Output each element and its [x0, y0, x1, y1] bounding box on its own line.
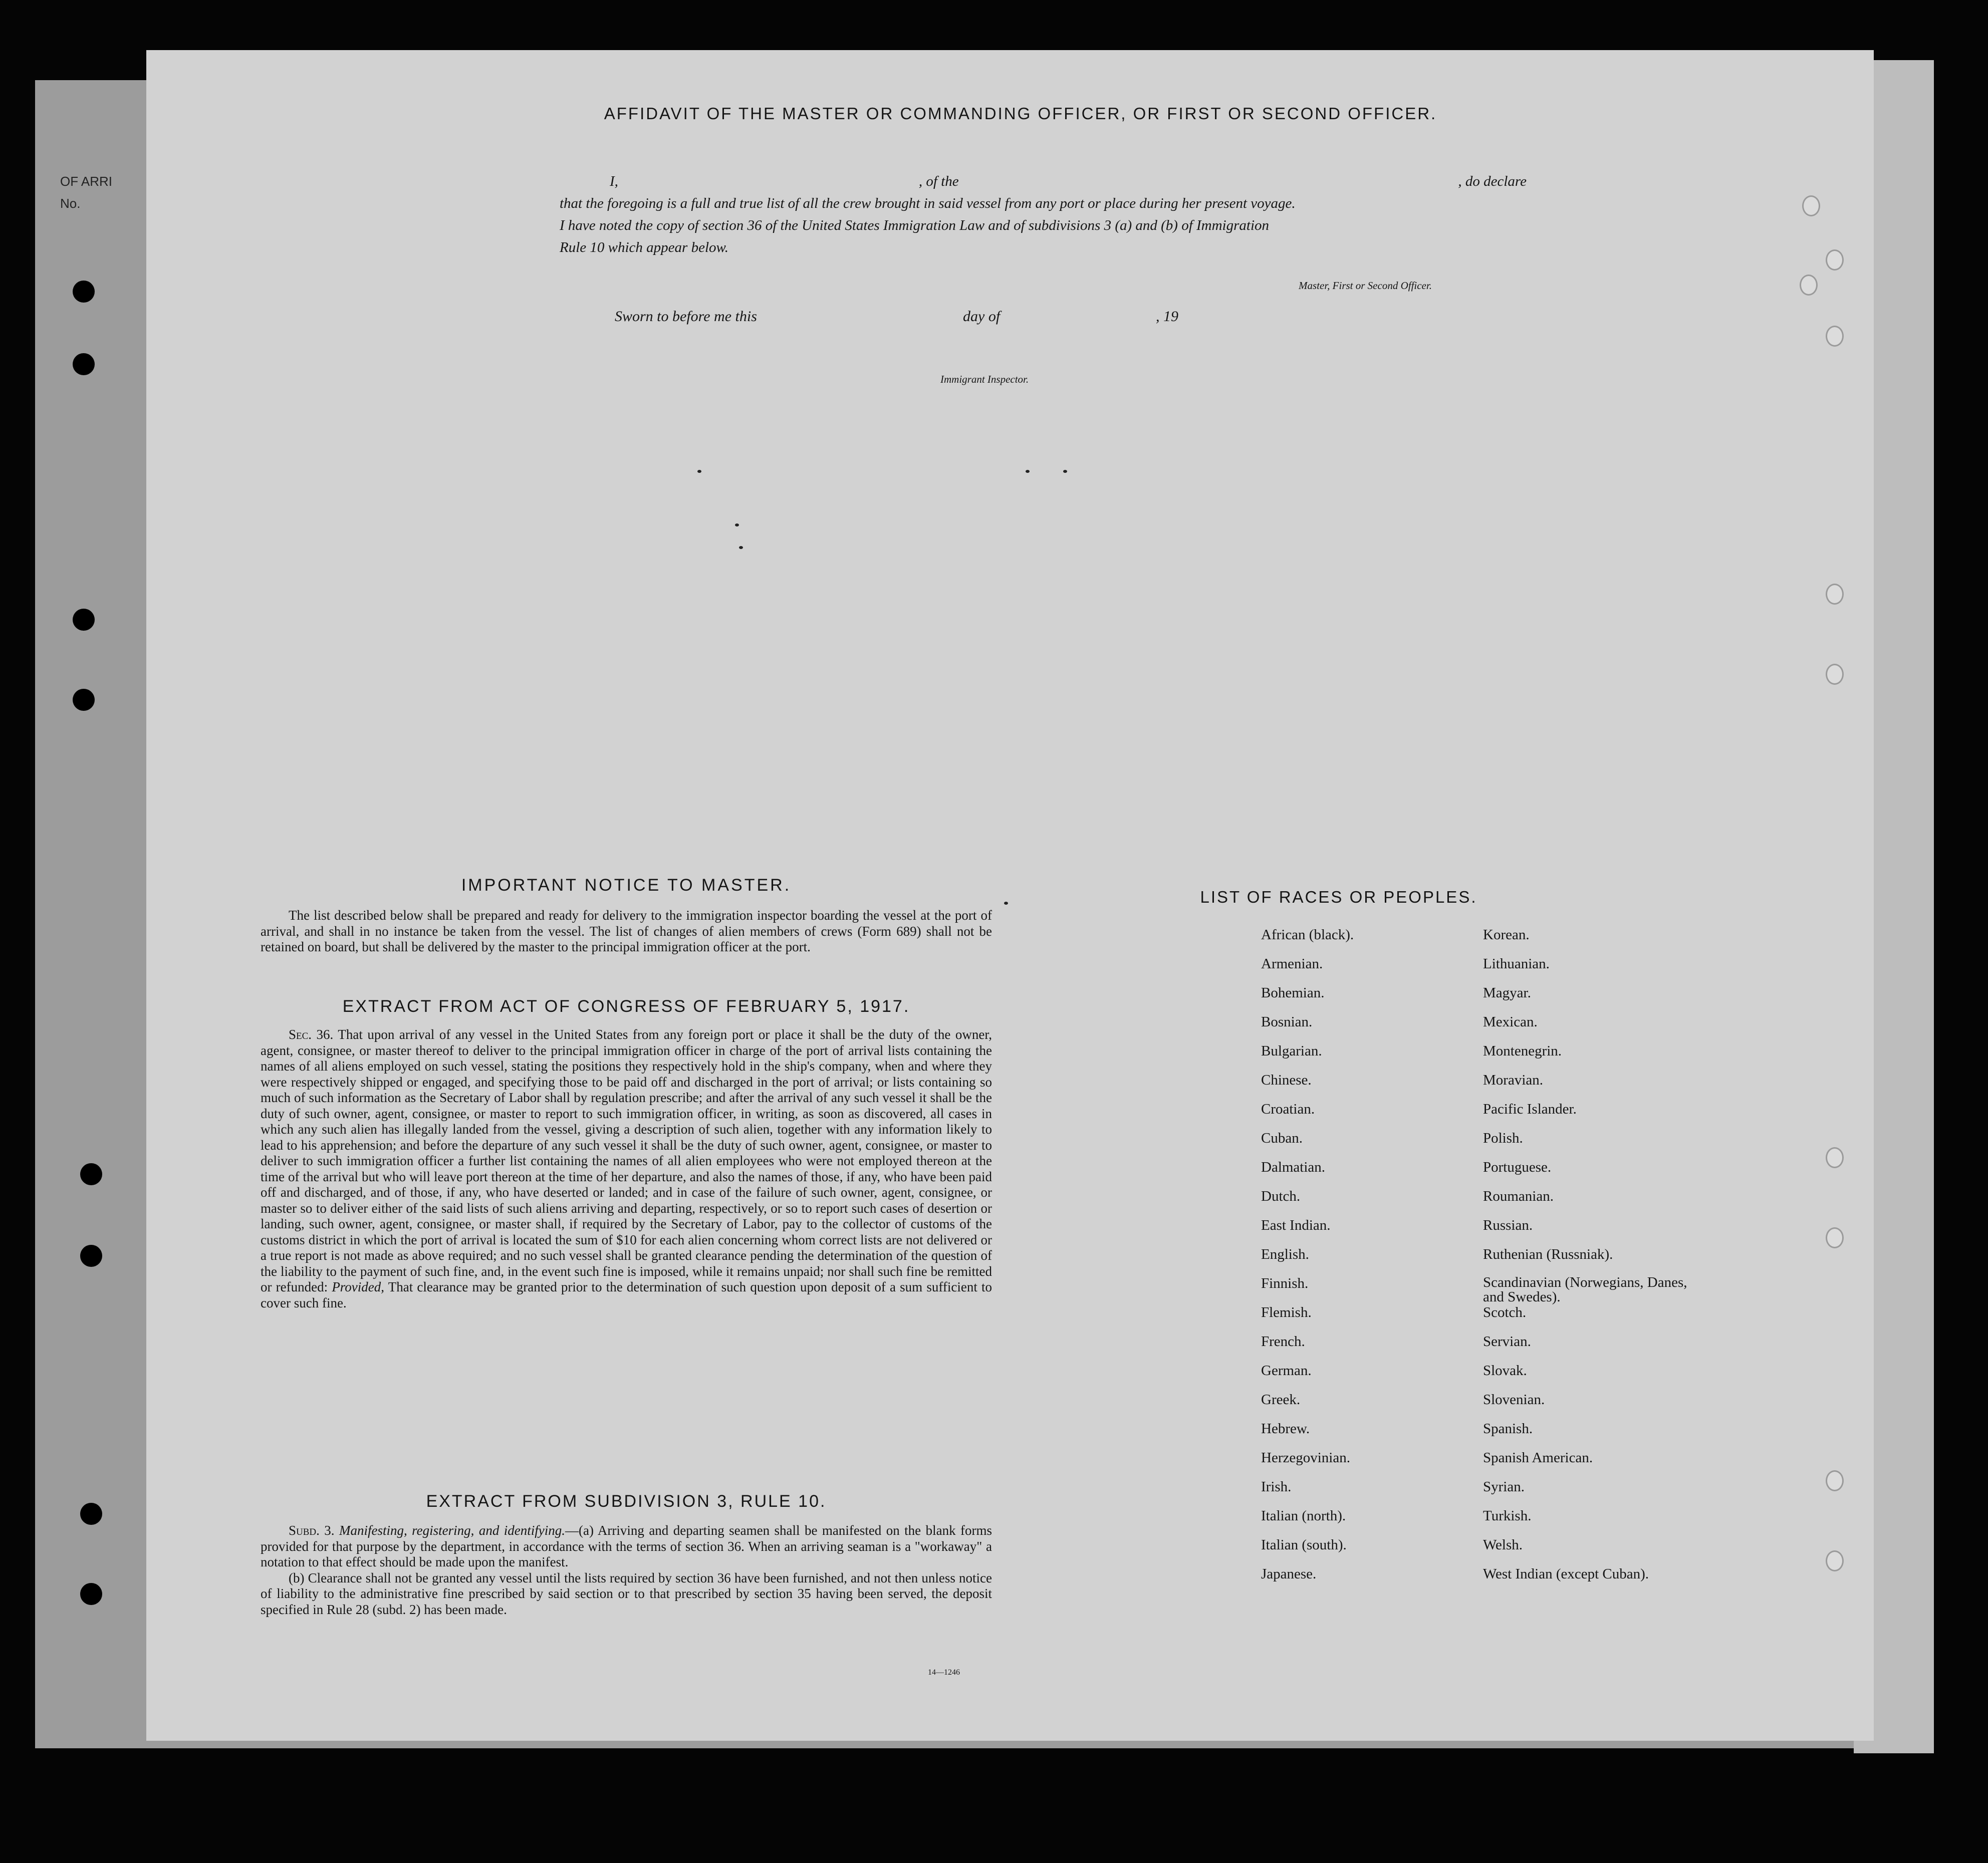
race-item: Japanese.	[1261, 1566, 1317, 1582]
race-item: Finnish.	[1261, 1275, 1309, 1291]
race-item: Dalmatian.	[1261, 1159, 1326, 1175]
binder-hole	[73, 353, 95, 375]
race-item: Slovak.	[1483, 1363, 1527, 1379]
binder-hole	[73, 609, 95, 631]
races-column-2	[1483, 927, 1693, 1595]
decl-line: I have noted the copy of section 36 of the United States Immigration Law and of subdivisions 3 (a) and (b) of Immigration	[560, 217, 1270, 233]
race-item: Korean.	[1483, 927, 1530, 943]
punch-ring	[1826, 1227, 1844, 1248]
race-item: Mexican.	[1483, 1014, 1538, 1030]
race-item: Pacific Islander.	[1483, 1101, 1577, 1117]
binder-hole	[80, 1163, 102, 1185]
race-item: Cuban.	[1261, 1130, 1303, 1146]
decl-of-the: , of the	[918, 173, 959, 189]
act-extract-text	[261, 1027, 992, 1311]
act-extract-title: EXTRACT FROM ACT OF CONGRESS OF FEBRUARY 5, 1917.	[342, 997, 910, 1016]
rule-extract-title: EXTRACT FROM SUBDIVISION 3, RULE 10.	[426, 1492, 827, 1511]
notice-paragraph: The list described below shall be prepared and ready for delivery to the immigration inspector boarding the vessel at the port of arrival, and shall in no instance be taken from the vessel. The list of changes of alien members of crews (Form 689) shall not be retained on board, but shall be delivered by the master to the principal immigration officer at the port.	[261, 908, 992, 954]
decl-line: Rule 10 which appear below.	[560, 239, 728, 255]
race-item: Ruthenian (Russniak).	[1483, 1246, 1613, 1262]
races-column-1	[1261, 927, 1354, 1595]
race-item: Italian (south).	[1261, 1537, 1347, 1553]
race-item: Syrian.	[1483, 1479, 1525, 1495]
race-item: Spanish.	[1483, 1421, 1533, 1437]
race-item: Armenian.	[1261, 956, 1323, 972]
rule-extract-text	[261, 1523, 992, 1618]
race-item: Croatian.	[1261, 1101, 1315, 1117]
race-item: Chinese.	[1261, 1072, 1312, 1088]
race-item: Roumanian.	[1483, 1188, 1554, 1204]
declaration-text	[560, 170, 1527, 258]
notice-title: IMPORTANT NOTICE TO MASTER.	[461, 876, 792, 895]
race-item: Scandinavian (Norwegians, Danes, and Swedes).	[1483, 1274, 1687, 1305]
race-item: Portuguese.	[1483, 1159, 1552, 1175]
punch-ring	[1826, 1470, 1844, 1491]
paper-speck	[735, 523, 739, 526]
race-item: Magyar.	[1483, 985, 1531, 1001]
subd-heading: Manifesting, registering, and identifying.	[339, 1523, 565, 1538]
year-text: , 19	[1156, 308, 1178, 325]
binder-hole	[80, 1245, 102, 1267]
sworn-text: Sworn to before me this	[615, 308, 757, 325]
race-item: Slovenian.	[1483, 1392, 1545, 1408]
race-item: French.	[1261, 1334, 1305, 1350]
paper-speck	[697, 470, 701, 473]
race-item: Italian (north).	[1261, 1508, 1346, 1524]
punch-ring	[1802, 195, 1820, 216]
binder-hole	[73, 281, 95, 303]
punch-ring	[1826, 326, 1844, 347]
race-item: Dutch.	[1261, 1188, 1301, 1204]
section-text: That upon arrival of any vessel in the United States from any foreign port or place it shall be the duty of the owner, agent, consignee, or master thereof to deliver to the principal immigration officer in charge of the port of arrival lists containing the names of all aliens employed on such vessel, stating the positions they respectively hold in the ship's company, when and where they were respectively shipped or engaged, and specifying those to be paid off and discharged in the port of arrival; or lists containing so much of such information as the Secretary of Labor shall by regulation prescribe; and after the arrival of any such vessel it shall be the duty of such owner, agent, consignee, or master to report to such immigration officer, in writing, as soon as discovered, all cases in which any such alien has illegally landed from the vessel, giving a description of such alien, together with any information likely to lead to his apprehension; and before the departure of any such vessel it shall be the duty of such owner, agent, consignee, or master to deliver to such immigration officer a further list containing the names of all alien employees who were not employed thereon at the time of the arrival but who will leave port thereon at the time of her departure, and also the names of those, if any, who have been paid off and discharged, and of those, if any, who have deserted or landed; and in case of the failure of such owner, agent, consignee, or master so to deliver either of the said lists of such aliens arriving and departing, respectively, or so to report such cases of desertion or landing, such owner, agent, consignee, or master shall, if required by the Secretary of Labor, pay to the collector of customs of the customs district in which the port of arrival is located the sum of $10 for each alien concerning whom correct lists are not delivered or a true report is not made as above required; and no such vessel shall be granted clearance pending the determination of the question of the liability to the payment of such fine, and, in the event such fine is imposed, while it remains unpaid; nor shall such fine be remitted or refunded:	[261, 1027, 992, 1294]
decl-line: that the foregoing is a full and true list of all the crew brought in said vessel from any port or place during her present voyage.	[560, 195, 1296, 211]
race-item: African (black).	[1261, 927, 1354, 943]
race-item: Bohemian.	[1261, 985, 1325, 1001]
race-item: Hebrew.	[1261, 1421, 1310, 1437]
binder-hole	[73, 689, 95, 711]
race-item: Bulgarian.	[1261, 1043, 1322, 1059]
race-item: Russian.	[1483, 1217, 1533, 1233]
paper-speck	[739, 546, 743, 549]
paper-speck	[1063, 470, 1067, 473]
race-item: Turkish.	[1483, 1508, 1532, 1524]
paper-speck	[1004, 902, 1008, 905]
race-item: Herzegovinian.	[1261, 1450, 1350, 1466]
race-item: Servian.	[1483, 1334, 1531, 1350]
race-item: Bosnian.	[1261, 1014, 1313, 1030]
subd-a-text: —(a) Arriving and departing seamen shall be manifested on the blank forms provided for that purpose by the department, in accordance with the terms of section 36. When an arriving seaman is a "workaway" a notation to that effect should be made upon the manifest.	[261, 1523, 992, 1569]
document-page	[146, 50, 1874, 1741]
provided-word: Provided,	[332, 1279, 385, 1294]
race-item: West Indian (except Cuban).	[1483, 1566, 1649, 1582]
section-text-end: That clearance may be granted prior to the determination of such question upon deposit of a sum sufficient to cover such fine.	[261, 1279, 992, 1310]
race-item: Greek.	[1261, 1392, 1301, 1408]
subd-b-text: (b) Clearance shall not be granted any vessel until the lists required by section 36 have been furnished, and not then unless notice of liability to the administrative fine prescribed by said section or to that prescribed by section 35 having been served, the deposit specified in Rule 28 (subd. 2) has been made.	[261, 1570, 992, 1617]
form-number: 14—1246	[928, 1668, 960, 1677]
binder-hole	[80, 1503, 102, 1525]
subd-label: Subd. 3.	[289, 1523, 335, 1538]
punch-ring	[1826, 249, 1844, 271]
punch-ring	[1826, 664, 1844, 685]
punch-ring	[1800, 275, 1818, 296]
race-item: Polish.	[1483, 1130, 1523, 1146]
race-item: Scotch.	[1483, 1304, 1527, 1320]
race-item: English.	[1261, 1246, 1309, 1262]
race-item: Montenegrin.	[1483, 1043, 1562, 1059]
races-title: LIST OF RACES OR PEOPLES.	[1200, 888, 1477, 906]
race-item: Welsh.	[1483, 1537, 1523, 1553]
punch-ring	[1826, 584, 1844, 605]
master-signature-label: Master, First or Second Officer.	[1299, 280, 1432, 292]
race-item: East Indian.	[1261, 1217, 1331, 1233]
decl-do-declare: , do declare	[1458, 173, 1527, 189]
margin-label	[60, 170, 155, 214]
race-item: Lithuanian.	[1483, 956, 1550, 972]
margin-label-line: OF ARRI	[60, 174, 113, 189]
binder-hole	[80, 1583, 102, 1605]
day-of-text: day of	[963, 308, 1001, 325]
race-item: Flemish.	[1261, 1304, 1312, 1320]
notice-text	[261, 908, 992, 955]
paper-speck	[1026, 470, 1030, 473]
punch-ring	[1826, 1550, 1844, 1571]
margin-label-line: No.	[60, 196, 81, 211]
race-item: Irish.	[1261, 1479, 1292, 1495]
decl-i: I,	[610, 173, 618, 189]
inspector-signature-label: Immigrant Inspector.	[940, 373, 1029, 385]
punch-ring	[1826, 1147, 1844, 1168]
race-item: German.	[1261, 1363, 1312, 1379]
race-item: Spanish American.	[1483, 1450, 1593, 1466]
section-label: Sec. 36.	[289, 1027, 334, 1042]
affidavit-title: AFFIDAVIT OF THE MASTER OR COMMANDING OFFICER, OR FIRST OR SECOND OFFICER.	[604, 104, 1437, 123]
race-item: Moravian.	[1483, 1072, 1543, 1088]
